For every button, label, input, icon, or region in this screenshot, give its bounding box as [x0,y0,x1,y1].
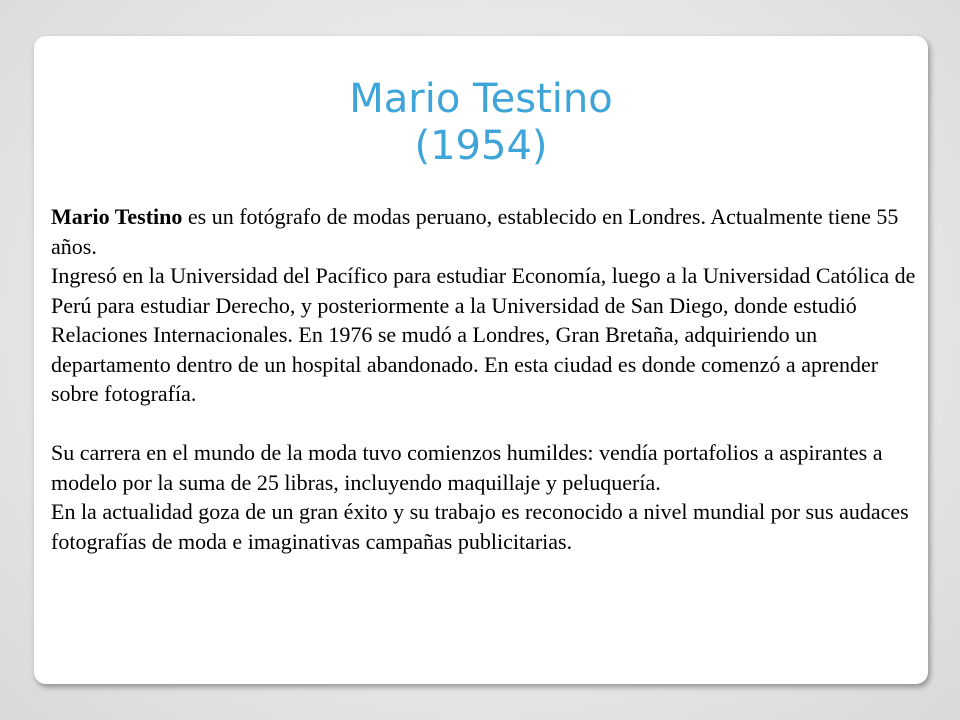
paragraph-intro [51,202,921,261]
paragraph-spacer [51,409,921,439]
slide-card [34,36,928,684]
title-name: Mario Testino [349,76,613,122]
paragraph-success: En la actualidad goza de un gran éxito y su trabajo es reconocido a nivel mundial por sus audaces fotografías de moda e imaginativas campañas publicitarias. [51,499,909,554]
bold-name: Mario Testino [51,204,183,229]
slide-body [51,202,921,556]
paragraph-career: Su carrera en el mundo de la moda tuvo comienzos humildes: vendía portafolios a aspirantes a modelo por la suma de 25 libras, incluyendo maquillaje y peluquería. [51,440,883,495]
intro-text: es un fotógrafo de modas peruano, establecido en Londres. Actualmente tiene 55 años. [51,204,899,259]
title-year: (1954) [414,123,548,169]
slide-title [34,76,928,170]
paragraph-education: Ingresó en la Universidad del Pacífico para estudiar Economía, luego a la Universidad Católica de Perú para estudiar Derecho, y posteriormente a la Universidad de San Diego, donde estudió Relaciones Internacionales. En 1976 se mudó a Londres, Gran Bretaña, adquiriendo un departamento dentro de un hospital abandonado. En esta ciudad es donde comenzó a aprender sobre fotografía. [51,263,916,406]
